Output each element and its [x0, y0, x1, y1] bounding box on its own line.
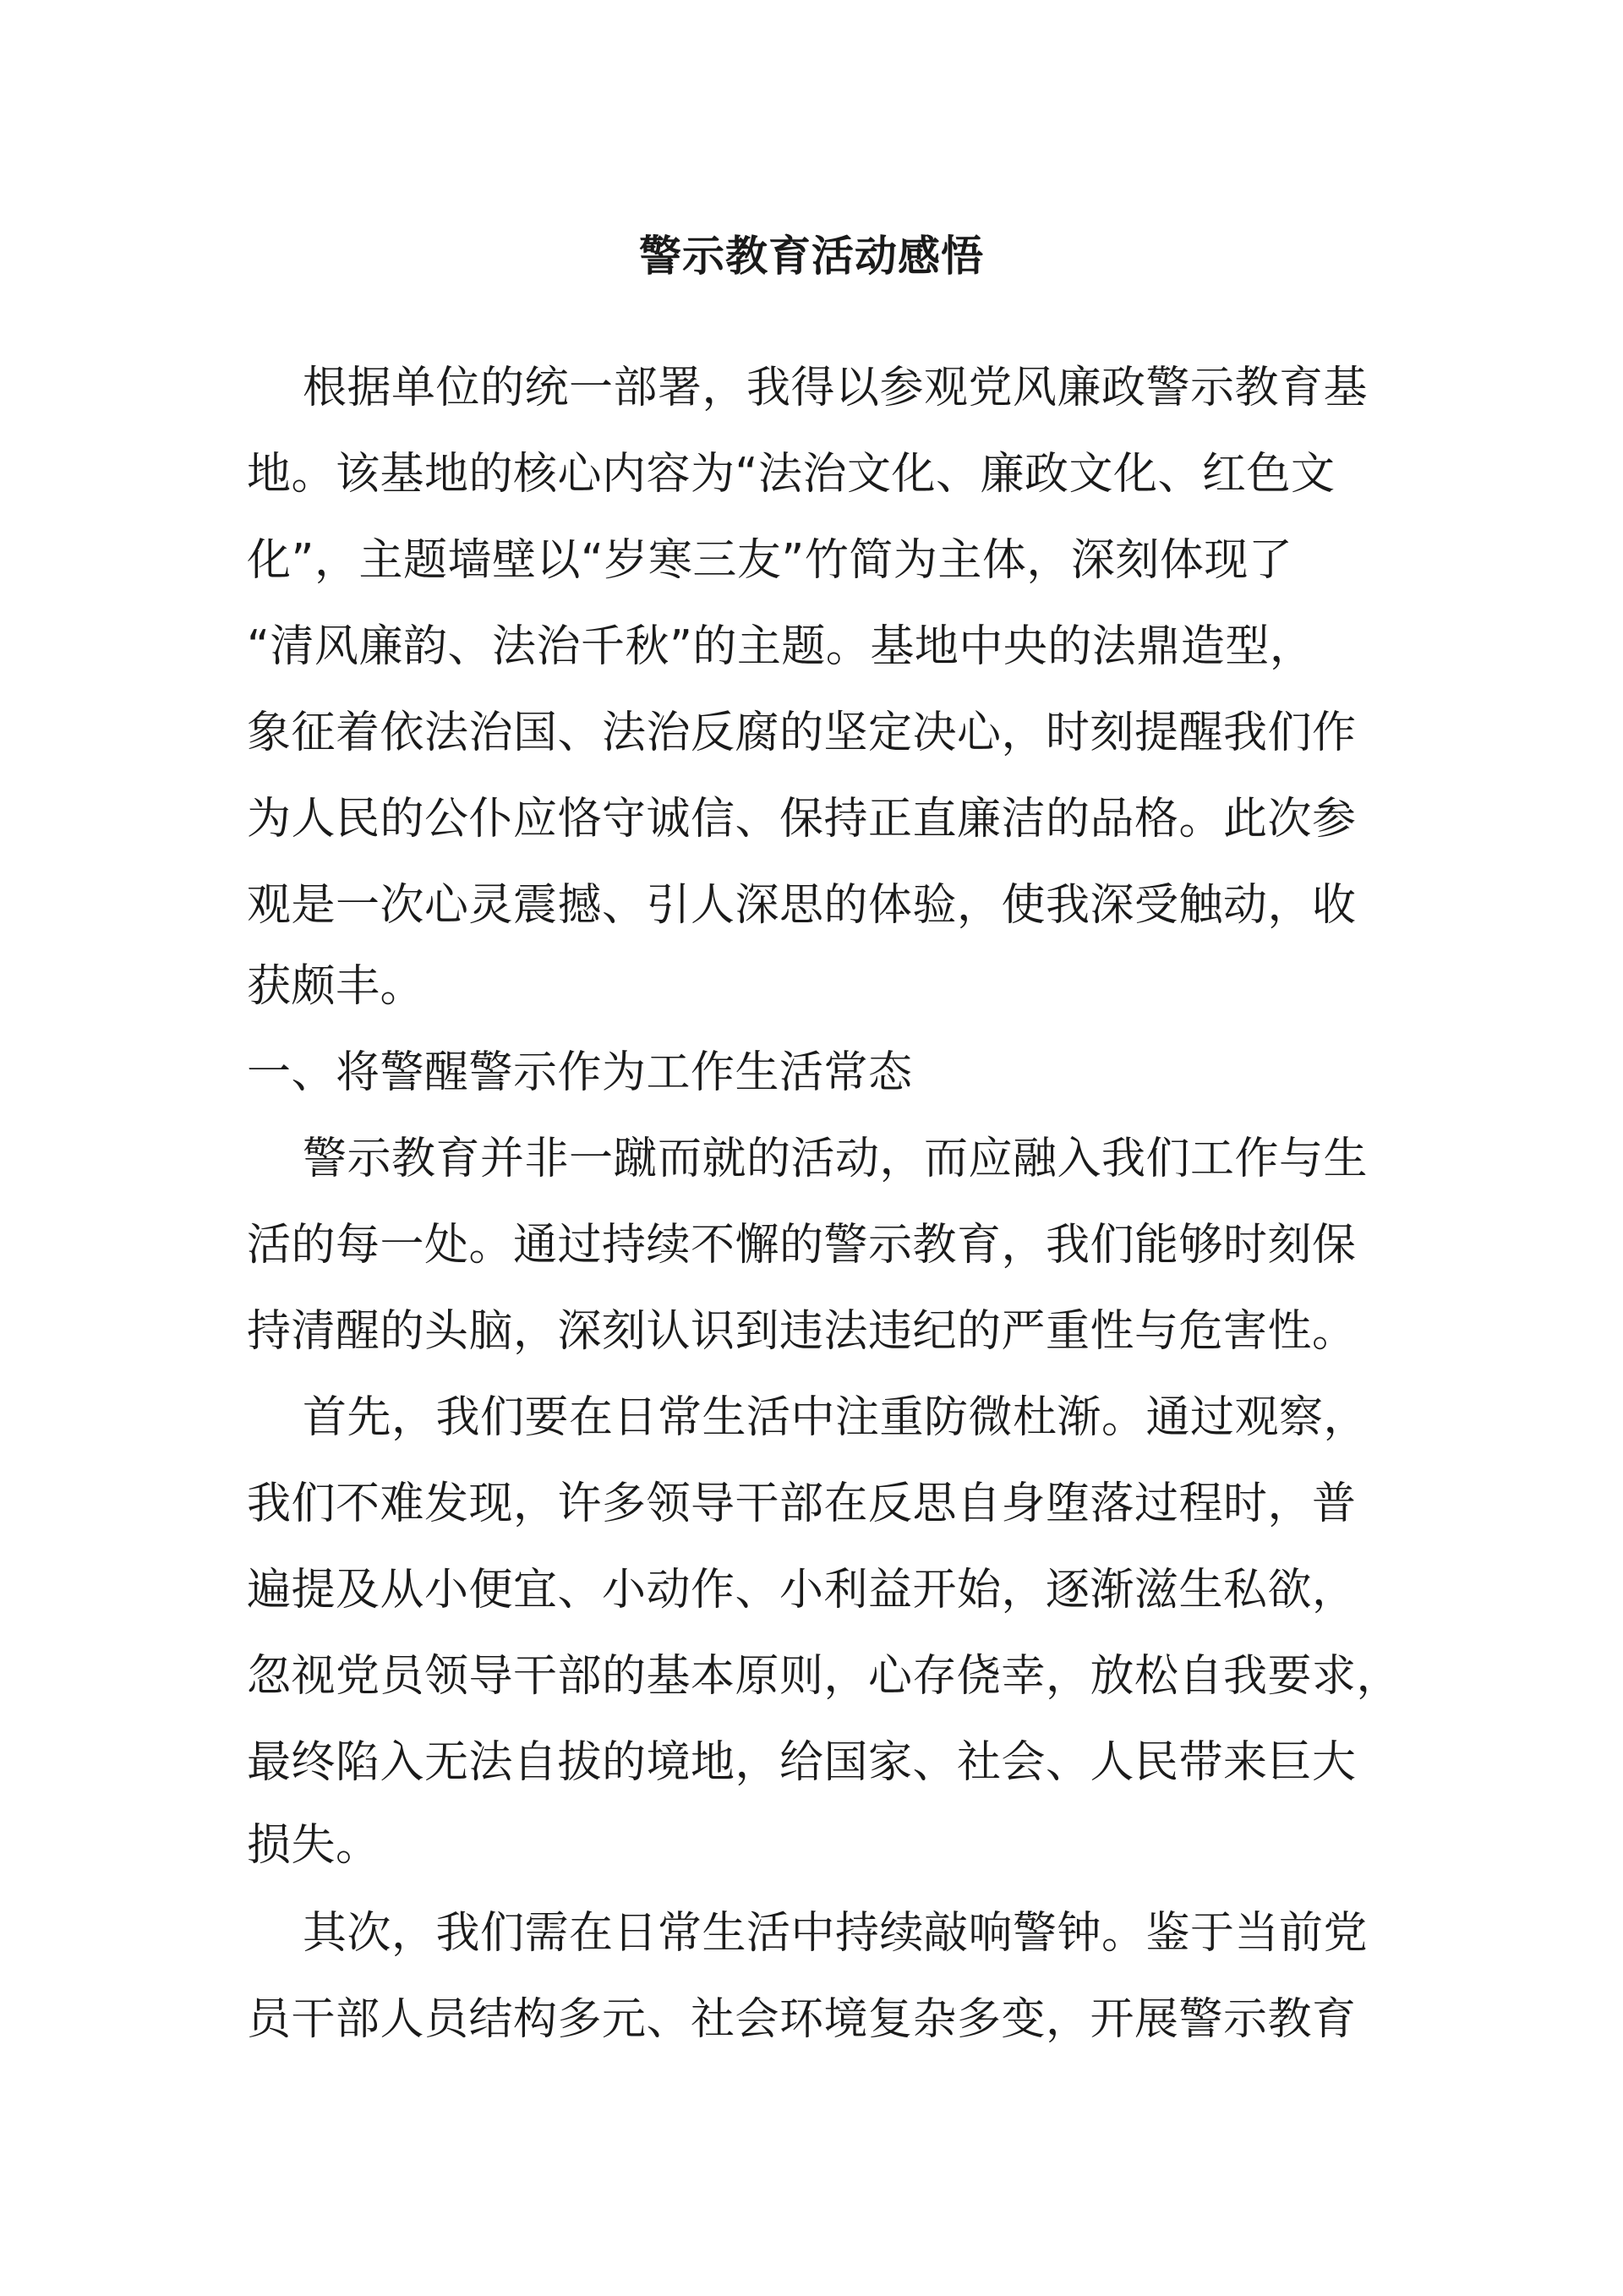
paragraph-line: 忽视党员领导干部的基本原则，心存侥幸，放松自我要求，: [247, 1651, 1402, 1702]
paragraph-line: 象征着依法治国、法治反腐的坚定决心，时刻提醒我们作: [247, 708, 1357, 758]
paragraph-line: 我们不难发现，许多领导干部在反思自身堕落过程时，普: [247, 1479, 1357, 1529]
paragraph-line: “清风廉韵、法治千秋”的主题。基地中央的法鼎造型，: [247, 621, 1314, 672]
paragraph-line: 遍提及从小便宜、小动作、小利益开始，逐渐滋生私欲，: [247, 1565, 1357, 1615]
paragraph-line: 警示教育并非一蹴而就的活动，而应融入我们工作与生: [303, 1134, 1369, 1184]
paragraph-line: 损失。: [247, 1820, 380, 1871]
paragraph-line: 地。该基地的核心内容为“法治文化、廉政文化、红色文: [247, 449, 1336, 500]
paragraph-line: 持清醒的头脑，深刻认识到违法违纪的严重性与危害性。: [247, 1306, 1357, 1357]
paragraph-line: 活的每一处。通过持续不懈的警示教育，我们能够时刻保: [247, 1220, 1357, 1271]
paragraph-line: 员干部人员结构多元、社会环境复杂多变，开展警示教育: [247, 1994, 1357, 2045]
paragraph-line: 首先，我们要在日常生活中注重防微杜渐。通过观察，: [303, 1392, 1369, 1443]
section-heading: 一、将警醒警示作为工作生活常态: [247, 1047, 913, 1098]
paragraph-line: 最终陷入无法自拔的境地，给国家、社会、人民带来巨大: [247, 1737, 1357, 1788]
paragraph-line: 为人民的公仆应恪守诚信、保持正直廉洁的品格。此次参: [247, 794, 1357, 845]
document-title: 警示教育活动感悟: [639, 232, 984, 281]
paragraph-line: 观是一次心灵震撼、引人深思的体验，使我深受触动，收: [247, 880, 1357, 931]
paragraph-line: 根据单位的统一部署，我得以参观党风廉政警示教育基: [303, 363, 1369, 413]
paragraph-line: 获颇丰。: [247, 961, 425, 1012]
paragraph-line: 化”，主题墙壁以“岁寒三友”竹简为主体，深刻体现了: [247, 535, 1293, 586]
paragraph-line: 其次，我们需在日常生活中持续敲响警钟。鉴于当前党: [303, 1908, 1369, 1959]
